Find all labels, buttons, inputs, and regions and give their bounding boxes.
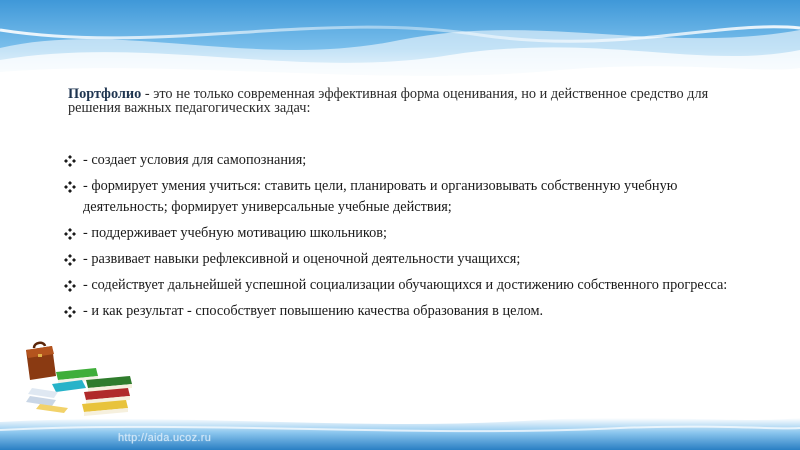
bullet-item	[64, 150, 744, 171]
bullet-text: - и как результат - способствует повышению качества образования в целом.	[83, 303, 544, 319]
bullet-item	[64, 223, 744, 244]
diamond-quad-icon	[64, 280, 76, 292]
bullet-list	[64, 150, 744, 327]
footer-url: http://aida.ucoz.ru	[118, 432, 212, 444]
bullet-item	[64, 275, 744, 296]
intro-term: Портфолио	[68, 86, 142, 102]
diamond-quad-icon	[64, 228, 76, 240]
diamond-quad-icon	[64, 254, 76, 266]
bullet-text: - содействует дальнейшей успешной социализации обучающихся и достижению собственного прогресса:	[83, 277, 728, 293]
header-wave-banner	[0, 0, 800, 90]
bullet-item	[64, 301, 744, 322]
briefcase-and-books-icon	[12, 340, 137, 420]
diamond-quad-icon	[64, 181, 76, 193]
bullet-text: - развивает навыки рефлексивной и оценочной деятельности учащихся;	[83, 251, 521, 267]
intro-paragraph	[68, 87, 758, 115]
bullet-text: - формирует умения учиться: ставить цели, планировать и организовывать собственную учебную деятельность; формирует универсальные учебные действия;	[83, 178, 678, 215]
bullet-text: - создает условия для самопознания;	[83, 152, 307, 168]
bullet-item	[64, 176, 744, 218]
bullet-item	[64, 249, 744, 270]
bullet-text: - поддерживает учебную мотивацию школьников;	[83, 225, 387, 241]
diamond-quad-icon	[64, 155, 76, 167]
diamond-quad-icon	[64, 306, 76, 318]
intro-text: - это не только современная эффективная форма оценивания, но и действенное средство для решения важных педагогических задач:	[68, 86, 709, 116]
footer-wave-banner	[0, 410, 800, 450]
